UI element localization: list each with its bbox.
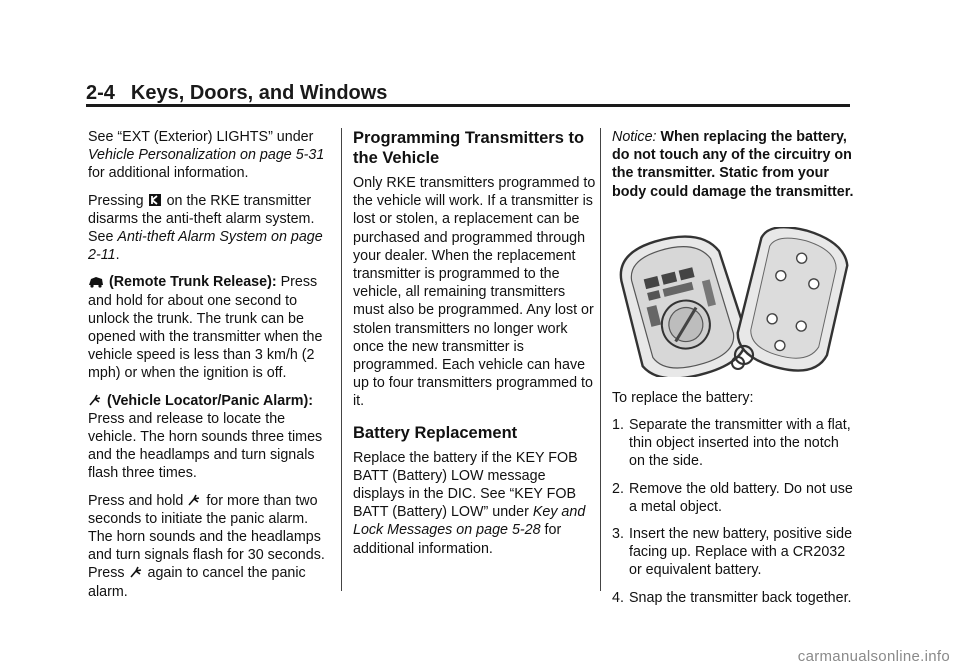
vehicle-locator-title: (Vehicle Locator/Panic Alarm): (103, 392, 314, 409)
paragraph-panic-alarm: Press and hold for more than two seconds to initiate the panic alarm. The horn sounds and the headlamps and turn signals flash for 30 seconds. Press again to cancel the panic alarm. (88, 492, 325, 600)
notice-text: When replacing the battery, do not touch any of the circuitry on the transmitter. Static from your body could damage the transmitter. (612, 129, 854, 200)
page-number: 2-4 (86, 82, 115, 104)
heading-programming-transmitters: Programming Transmitters to the Vehicle (353, 129, 585, 167)
link-anti-theft-alarm[interactable]: Anti-theft Alarm System on page 2-11 (88, 229, 323, 264)
watermark: carmanualsonline.info (797, 648, 950, 665)
list-item: 1. Separate the transmitter with a flat, thin object inserted into the notch on the side. (612, 417, 851, 470)
header-rule (86, 104, 850, 107)
paragraph-battery-low: Replace the battery if the KEY FOB BATT (Battery) LOW message displays in the DIC. See “KEY FOB BATT (Battery) LOW” under Key and Lock Messages on page 5-28 for additional information. (353, 449, 586, 557)
unlock-button-icon (148, 193, 162, 207)
list-item: 2. Remove the old battery. Do not use a metal object. (612, 480, 853, 515)
battery-steps-list (612, 416, 857, 607)
notice-paragraph (612, 128, 857, 201)
list-item: 4. Snap the transmitter back together. (612, 589, 852, 606)
column-divider-1 (341, 128, 342, 591)
paragraph-remote-trunk: (Remote Trunk Release): Press and hold for about one second to unlock the trunk. The trunk can be opened with the transmitter when the vehicle speed is less than 3 km/h (2 mph) or when the ignition is off. (88, 274, 323, 382)
battery-intro: To replace the battery: (612, 389, 754, 406)
heading-battery-replacement: Battery Replacement (353, 423, 518, 442)
link-vehicle-personalization[interactable]: Vehicle Personalization on page 5-31 (88, 147, 325, 164)
transmitter-battery-illustration (612, 227, 857, 377)
column-divider-2 (600, 128, 601, 591)
column-left (88, 128, 336, 610)
transmitter-back-half (614, 227, 753, 377)
notice-label: Notice: (612, 129, 657, 145)
trunk-release-icon (88, 274, 104, 288)
section-title: Keys, Doors, and Windows (130, 82, 388, 104)
transmitter-front-half (732, 227, 855, 377)
panic-horn-icon (88, 393, 102, 407)
column-middle (353, 128, 598, 567)
trunk-release-title: (Remote Trunk Release): (105, 274, 277, 291)
panic-horn-icon (129, 565, 143, 579)
panic-horn-icon (187, 493, 201, 507)
paragraph-ext-lights: See “EXT (Exterior) LIGHTS” under Vehicle Personalization on page 5-31 for additional information. (88, 129, 325, 182)
page-header (86, 82, 850, 104)
link-key-lock-messages[interactable]: Key and Lock Messages on page 5-28 (353, 504, 586, 539)
paragraph-programming: Only RKE transmitters programmed to the vehicle will work. If a transmitter is lost or stolen, a replacement can be purchased and programmed through your dealer. When the replacement transmitter is programmed to the vehicle, all remaining transmitters must also be programmed. Any lost or stolen transmitters no longer work once the new transmitter is programmed. Each vehicle can have up to four transmitters programmed to it. (353, 175, 596, 410)
paragraph-vehicle-locator: (Vehicle Locator/Panic Alarm): Press and release to locate the vehicle. The horn sounds three times and the headlamps and turn signals flash three times. (88, 392, 323, 482)
paragraph-unlock-disarm: Pressing on the RKE transmitter disarms the anti-theft alarm system. See Anti-theft Alarm System on page 2-11. (88, 192, 323, 264)
list-item: 3. Insert the new battery, positive side facing up. Replace with a CR2032 or equivalent battery. (612, 526, 853, 579)
column-right (612, 128, 857, 616)
